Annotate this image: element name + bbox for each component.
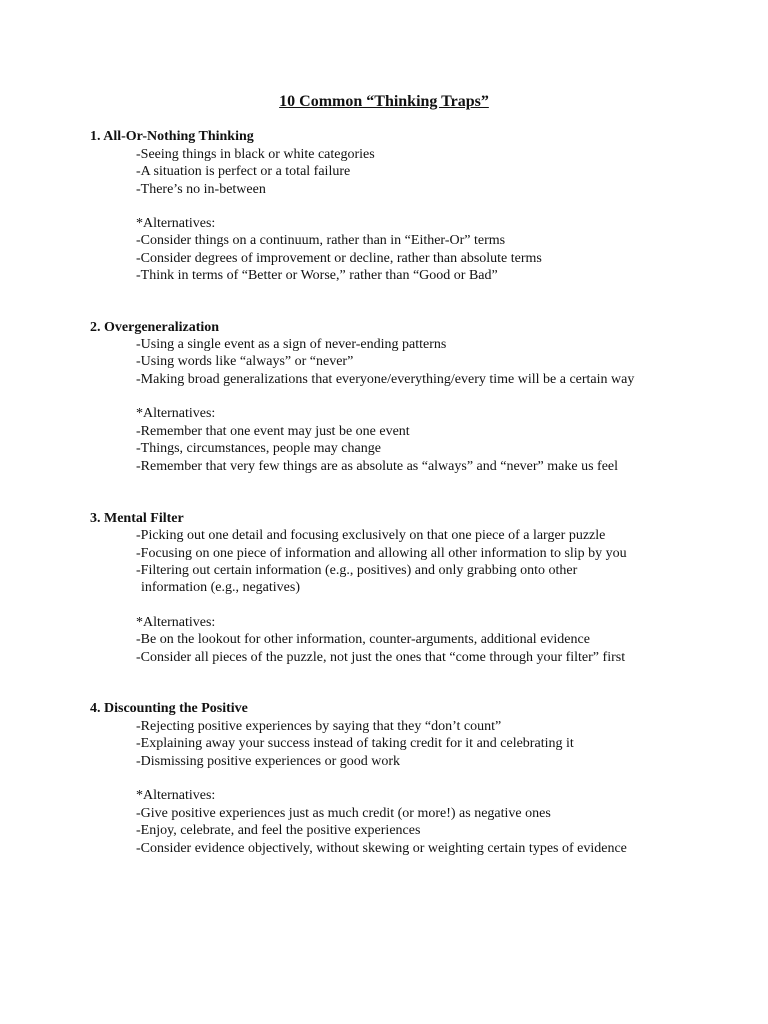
section-heading-mental-filter: 3. Mental Filter	[90, 511, 184, 526]
alternatives-label: *Alternatives:	[136, 216, 216, 231]
alternative-line: -Consider evidence objectively, without skewing or weighting certain types of evidence	[136, 841, 627, 856]
alternative-line: -Think in terms of “Better or Worse,” rather than “Good or Bad”	[136, 268, 498, 283]
alternative-line: -Give positive experiences just as much credit (or more!) as negative ones	[136, 806, 551, 821]
alternative-line: -Consider all pieces of the puzzle, not just the ones that “come through your filter” first	[136, 650, 626, 665]
alternatives-label: *Alternatives:	[136, 788, 216, 803]
alternative-line: -Consider degrees of improvement or decline, rather than absolute terms	[136, 251, 542, 266]
section-line-continuation: information (e.g., negatives)	[141, 580, 301, 595]
alternatives-label: *Alternatives:	[136, 615, 216, 630]
alternative-line: -Consider things on a continuum, rather than in “Either-Or” terms	[136, 233, 506, 248]
section-line: -Explaining away your success instead of taking credit for it and celebrating it	[136, 736, 574, 751]
section-line: -Picking out one detail and focusing exclusively on that one piece of a larger puzzle	[136, 528, 606, 543]
alternative-line: -Remember that one event may just be one event	[136, 424, 410, 439]
section-heading-discounting-positive: 4. Discounting the Positive	[90, 701, 248, 716]
section-heading-all-or-nothing: 1. All-Or-Nothing Thinking	[90, 129, 254, 144]
alternative-line: -Remember that very few things are as absolute as “always” and “never” make us feel	[136, 459, 619, 474]
section-line: -Making broad generalizations that everyone/everything/every time will be a certain way	[136, 372, 635, 387]
section-line: -Rejecting positive experiences by saying that they “don’t count”	[136, 719, 502, 734]
alternative-line: -Enjoy, celebrate, and feel the positive experiences	[136, 823, 421, 838]
alternative-line: -Be on the lookout for other information, counter-arguments, additional evidence	[136, 632, 590, 647]
section-line: -Seeing things in black or white categories	[136, 147, 375, 162]
document-title: 10 Common “Thinking Traps”	[279, 93, 489, 110]
section-line: -A situation is perfect or a total failure	[136, 164, 351, 179]
section-line: -Using a single event as a sign of never-ending patterns	[136, 337, 447, 352]
section-line: -Dismissing positive experiences or good work	[136, 754, 401, 769]
section-line: -Filtering out certain information (e.g., positives) and only grabbing onto other	[136, 563, 578, 578]
section-line: -Using words like “always” or “never”	[136, 354, 354, 369]
section-line: -There’s no in-between	[136, 182, 266, 197]
section-heading-overgeneralization: 2. Overgeneralization	[90, 320, 220, 335]
alternative-line: -Things, circumstances, people may change	[136, 441, 381, 456]
alternatives-label: *Alternatives:	[136, 406, 216, 421]
section-line: -Focusing on one piece of information and allowing all other information to slip by you	[136, 546, 627, 561]
